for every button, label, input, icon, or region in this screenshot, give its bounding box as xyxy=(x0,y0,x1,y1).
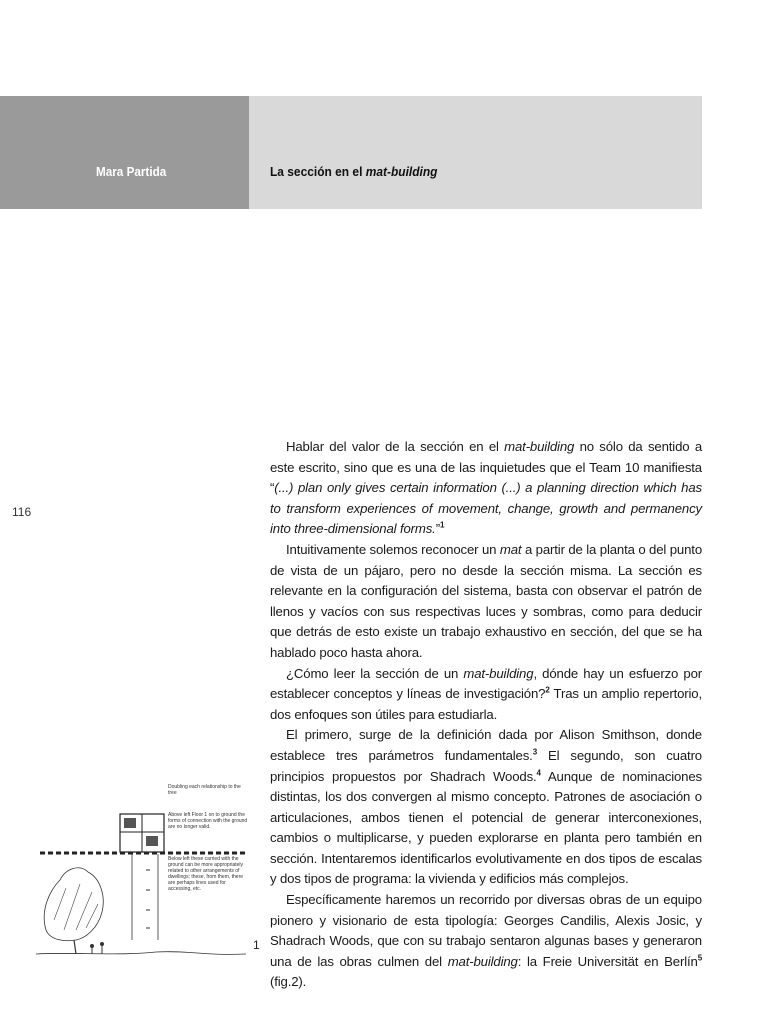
text-run: Intuitivamente solemos reconocer un xyxy=(286,541,500,557)
body-paragraph xyxy=(270,540,702,664)
text-run: Hablar del valor de la sección en el xyxy=(286,439,505,454)
text-run: , dónde hay un esfuerzo por establecer conceptos y líneas de investigación? xyxy=(270,665,702,702)
page-number: 116 xyxy=(12,505,32,519)
chapter-title xyxy=(270,164,437,179)
italic-text: (...) plan only gives certain information (...) a planning direction which has to transform experiences of movement, change, growth and permanency into three-dimensional forms. xyxy=(270,480,702,537)
text-run: Tras un amplio repertorio, dos enfoques son útiles para estudiarla. xyxy=(270,686,702,722)
text-run: Específicamente haremos un recorrido por diversas obras de un equipo pionero y visionario de esta tipología: Georges Candilis, Alexis Josic, y Shadrach Woods, que con su trabajo sentaron algunas bases y generaron una de las obras culmen del xyxy=(270,892,702,969)
text-run: Aunque de nominaciones distintas, los dos convergen al mismo concepto. Patrones de asociación o articulaciones, ambos tienen el potencial de generar interconexiones, cambios o multiplicarse, y pueden explorarse en planta pero también en sección. Intentaremos identificarlos evolutivamente en dos tipos de escalas y dos tipos de programa: la vivienda y edificios más complejos. xyxy=(270,768,702,887)
article-body xyxy=(270,437,702,993)
text-run: El segundo, son cuatro principios propuestos por Shadrach Woods. xyxy=(270,747,702,784)
figure-note-top: Doubling each relationship to the tree xyxy=(168,784,241,796)
footnote-ref: 3 xyxy=(532,747,538,757)
header-author-band xyxy=(0,96,249,209)
text-run: ” xyxy=(435,521,440,537)
figure-note-bottom: Below left these carried with the ground can be more appropriately related to other arrangements of dwellings; these, from them, there are perhaps lines used for accessing, etc. xyxy=(168,856,244,892)
text-run: a partir de la planta o del punto de vista de un pájaro, pero no desde la sección misma. La sección es relevante en la configuración del sistema, basta con observar el patrón de llenos y vacíos con sus respectivas luces y sombras, como para deducir que detrás de esto existe un trabajo exhaustivo en sección, del que se ha hablado poco hasta ahora. xyxy=(270,541,702,660)
chapter-title-italic: mat-building xyxy=(365,164,438,179)
footnote-ref: 4 xyxy=(536,768,541,778)
footnote-ref: 2 xyxy=(545,685,550,695)
body-paragraph xyxy=(270,890,702,993)
text-run: (fig.2). xyxy=(270,974,307,990)
italic-text: mat-building xyxy=(463,665,534,681)
text-run: ¿Cómo leer la sección de un xyxy=(286,665,464,681)
body-paragraph xyxy=(270,437,702,540)
header-title-band xyxy=(249,96,702,209)
italic-text: mat-building xyxy=(504,439,575,454)
figure-note-middle: Above left Floor 1 on to ground the forms of connection with the ground are no longer valid. xyxy=(168,812,248,830)
figure-number: 1 xyxy=(253,938,260,952)
italic-text: mat-building xyxy=(447,953,518,969)
figure-section-sketch xyxy=(36,780,256,960)
body-paragraph xyxy=(270,725,702,890)
author-name: Mara Partida xyxy=(96,164,167,179)
body-paragraph xyxy=(270,664,702,726)
text-run: no sólo da sentido a este escrito, sino que es una de las inquietudes que el Team 10 manifiesta “ xyxy=(270,439,702,496)
footnote-ref: 1 xyxy=(439,520,445,530)
footnote-ref: 5 xyxy=(697,953,703,963)
chapter-title-plain: La sección en el xyxy=(270,164,366,179)
text-run: : la Freie Universität en Berlín xyxy=(517,953,698,969)
italic-text: mat xyxy=(499,541,522,557)
text-run: El primero, surge de la definición dada por Alison Smithson, donde establece tres parámetros fundamentales. xyxy=(270,727,702,763)
